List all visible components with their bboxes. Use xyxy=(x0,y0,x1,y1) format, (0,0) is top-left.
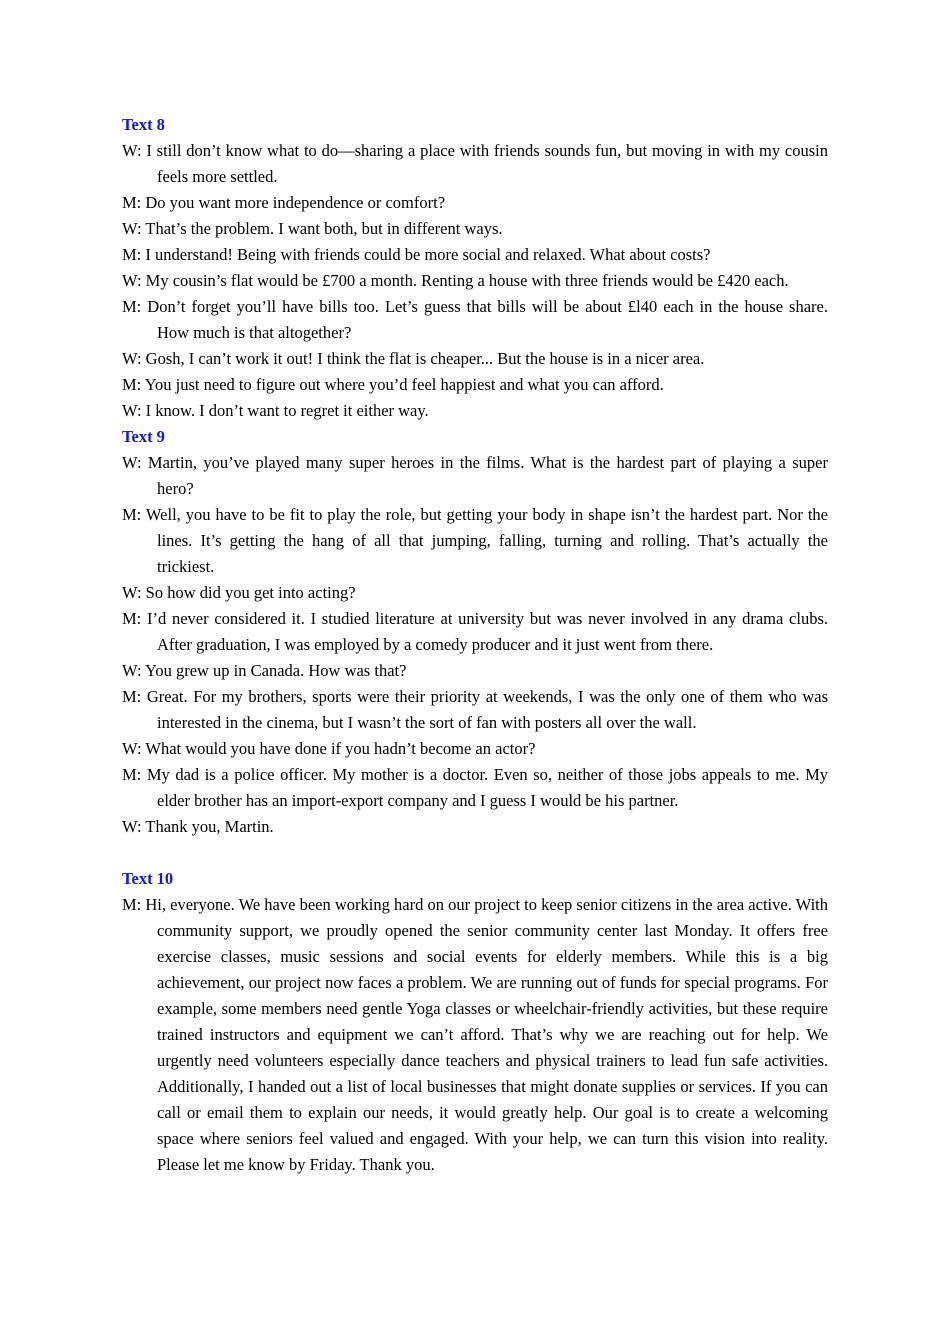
dialogue-line: W: You grew up in Canada. How was that? xyxy=(122,661,407,680)
dialogue-line: W: That’s the problem. I want both, but in different ways. xyxy=(122,219,503,238)
dialogue-line: W: I know. I don’t want to regret it either way. xyxy=(122,401,429,420)
dialogue-line: W: Martin, you’ve played many super heroes in the films. What is the hardest part of playing a super hero? xyxy=(122,453,828,498)
dialogue-line: M: I’d never considered it. I studied literature at university but was never involved in any drama clubs. After graduation, I was employed by a comedy producer and it just went from there. xyxy=(122,609,828,654)
dialogue-line: M: Do you want more independence or comfort? xyxy=(122,193,446,212)
dialogue-line: W: My cousin’s flat would be £700 a month. Renting a house with three friends would be £420 each. xyxy=(122,271,789,290)
dialogue-line: W: What would you have done if you hadn’t become an actor? xyxy=(122,739,536,758)
dialogue-line: M: Don’t forget you’ll have bills too. Let’s guess that bills will be about £l40 each in the house share. How much is that altogether? xyxy=(122,297,828,342)
document-page xyxy=(122,112,828,1178)
dialogue-line: W: Gosh, I can’t work it out! I think the flat is cheaper... But the house is in a nicer area. xyxy=(122,349,705,368)
dialogue-line: W: I still don’t know what to do—sharing a place with friends sounds fun, but moving in with my cousin feels more settled. xyxy=(122,141,828,186)
section-heading-text-10: Text 10 xyxy=(122,869,174,888)
dialogue-line: W: Thank you, Martin. xyxy=(122,817,274,836)
dialogue-line: M: I understand! Being with friends could be more social and relaxed. What about costs? xyxy=(122,245,711,264)
monologue-paragraph: M: Hi, everyone. We have been working hard on our project to keep senior citizens in the area active. With community support, we proudly opened the senior community center last Monday. It offers free exercise classes, music sessions and social events for elderly members. While this is a big achievement, our project now faces a problem. We are running out of funds for special programs. For example, some members need gentle Yoga classes or wheelchair-friendly activities, but these require trained instructors and equipment we can’t afford. That’s why we are reaching out for help. We urgently need volunteers especially dance teachers and physical trainers to lead fun safe activities. Additionally, I handed out a list of local businesses that might donate supplies or services. If you can call or email them to explain our needs, it would greatly help. Our goal is to create a welcoming space where seniors feel valued and engaged. With your help, we can turn this vision into reality. Please let me know by Friday. Thank you. xyxy=(122,895,828,1174)
section-heading-text-8: Text 8 xyxy=(122,115,165,134)
dialogue-line: M: My dad is a police officer. My mother is a doctor. Even so, neither of those jobs appeals to me. My elder brother has an import-export company and I guess I would be his partner. xyxy=(122,765,828,810)
dialogue-line: W: So how did you get into acting? xyxy=(122,583,356,602)
dialogue-line: M: Well, you have to be fit to play the role, but getting your body in shape isn’t the hardest part. Nor the lines. It’s getting the hang of all that jumping, falling, turning and rolling. That’s actually the trickiest. xyxy=(122,505,828,576)
dialogue-line: M: You just need to figure out where you’d feel happiest and what you can afford. xyxy=(122,375,664,394)
dialogue-line: M: Great. For my brothers, sports were their priority at weekends, I was the only one of them who was interested in the cinema, but I wasn’t the sort of fan with posters all over the wall. xyxy=(122,687,828,732)
section-heading-text-9: Text 9 xyxy=(122,427,165,446)
